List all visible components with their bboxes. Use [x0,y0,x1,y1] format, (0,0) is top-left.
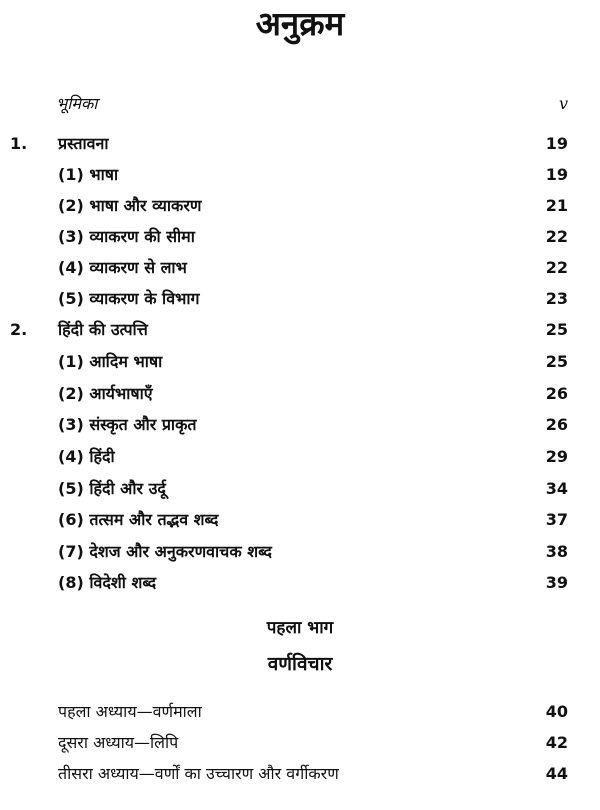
toc-section-number: 1. [10,134,28,153]
toc-chapter [58,698,568,726]
toc-item-label: (4) हिंदी [58,447,115,466]
toc-section [10,316,568,344]
toc-item-label: (2) भाषा और व्याकरण [58,196,202,215]
toc-item-label: (3) संस्कृत और प्राकृत [58,415,197,434]
toc-item-page: 38 [545,542,568,561]
toc-chapter [58,729,568,757]
toc-item [58,569,568,597]
toc-item [58,192,568,220]
toc-section-label: हिंदी की उत्पत्ति [58,320,148,339]
toc-section-number: 2. [10,320,28,339]
toc-item-page: 26 [545,384,568,403]
toc-item-label: (3) व्याकरण की सीमा [58,227,195,246]
toc-chapter-page: 44 [545,764,568,783]
toc-item [58,285,568,313]
toc-section-page: 19 [545,134,568,153]
toc-item-page: 39 [545,573,568,592]
toc-item [58,348,568,376]
toc-item-page: 21 [545,196,568,215]
toc-item-label: (1) आदिम भाषा [58,352,163,371]
toc-entry-page: v [558,94,568,113]
toc-section-page: 25 [545,320,568,339]
toc-item-label: (2) आर्यभाषाएँ [58,384,153,403]
toc-item [58,506,568,534]
toc-item [58,254,568,282]
toc-section-label: प्रस्तावना [58,134,109,153]
toc-chapter-page: 42 [545,733,568,752]
toc-entry-intro [18,90,568,118]
toc-item-page: 22 [545,258,568,277]
toc-entry-label: भूमिका [56,94,98,113]
toc-chapter-label: दूसरा अध्याय—लिपि [58,733,179,752]
toc-item-page: 22 [545,227,568,246]
toc-chapter-label: तीसरा अध्याय—वर्णों का उच्चारण और वर्गीकरण [58,764,339,783]
toc-item-page: 19 [545,165,568,184]
toc-item-page: 34 [545,479,568,498]
toc-item [58,223,568,251]
toc-item-label: (5) व्याकरण के विभाग [58,289,200,308]
toc-chapter [58,760,568,788]
toc-item-label: (8) विदेशी शब्द [58,573,157,592]
toc-item-page: 23 [545,289,568,308]
toc-item [58,538,568,566]
toc-chapter-label: पहला अध्याय—वर्णमाला [58,702,202,721]
toc-item-page: 29 [545,447,568,466]
toc-item [58,443,568,471]
part-subheading: वर्णविचार [267,653,333,675]
toc-item-label: (6) तत्सम और तद्भव शब्द [58,510,219,529]
toc-item [58,475,568,503]
toc-section [10,130,568,158]
toc-item-label: (1) भाषा [58,165,119,184]
toc-item-label: (5) हिंदी और उर्दू [58,479,166,498]
toc-item-label: (4) व्याकरण से लाभ [58,258,187,277]
toc-item [58,380,568,408]
toc-chapter-page: 40 [545,702,568,721]
page-title: अनुक्रम [255,4,345,43]
part-heading: पहला भाग [266,618,334,638]
toc-item [58,161,568,189]
toc-item [58,411,568,439]
toc-item-label: (7) देशज और अनुकरणवाचक शब्द [58,542,272,561]
toc-item-page: 26 [545,415,568,434]
toc-item-page: 37 [545,510,568,529]
toc-item-page: 25 [545,352,568,371]
